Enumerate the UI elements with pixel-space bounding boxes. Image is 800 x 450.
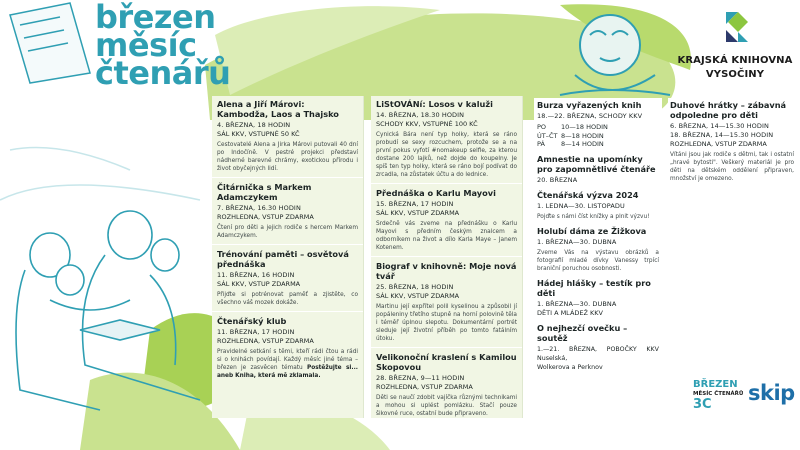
event-card: Hádej hlášky – testík pro děti 1. BŘEZNA—30. DUBNA DĚTI A MLÁDEŽ KKV (537, 277, 651, 317)
event-card: Burza vyřazených knih 18.—22. BŘEZNA, SCHODY KKV PO 10—18 HODIN ÚT–ČT 8—18 HODIN PÁ 8—14 HODIN (537, 100, 659, 149)
brezen-logo: BŘEZEN MĚSÍC ČTENÁŘŮ 3C (693, 379, 744, 412)
divider (212, 244, 363, 245)
divider (371, 183, 522, 184)
column-4 (668, 98, 796, 198)
event-card: Duhové hrátky – zábavná odpoledne pro děti 6. BŘEZNA, 14—15.30 HODIN 18. BŘEZNA, 14—15.30 HODIN ROZHLEDNA, VSTUP ZDARMA Vítáni jsou jak rodiče s dětmi, tak i ostatní „hravé bytosti". Veškerý materiál je pro děti na dětském oddělení připraven, množství je omezeno. (670, 100, 794, 182)
skip-logo: skip (748, 381, 795, 405)
headline-line-3: čtenářů (95, 54, 231, 92)
divider (371, 347, 522, 348)
headline (95, 0, 231, 92)
event-card: Holubí dáma ze Žižkova 1. BŘEZNA—30. DUBNA Zveme Vás na výstavu obrázků a fotografií mladé dívky Vanessy trpící braniční poruchou osobnosti. (537, 225, 659, 272)
divider (212, 311, 363, 312)
library-name: KRAJSKÁ KNIHOVNA VYSOČINY (677, 55, 793, 80)
event-card: Čtenářský klub 11. BŘEZNA, 17 HODIN ROZHLEDNA, VSTUP ZDARMA Pravidelné setkání s těmi, kteří rádi čtou a rádi si o knihách povídají. Každý měsíc jiné téma – březen je zasvěcen tématu Postěžujte si... aneb Kniha, která mě zklamala. (217, 316, 359, 379)
event-card: Čitárnička s Markem Adamczykem 7. BŘEZNA, 16.30 HODIN ROZHLEDNA, VSTUP ZDARMA Čtení pro děti a jejich rodiče s hercem Markem Adamczykem. (217, 182, 358, 239)
divider (371, 256, 522, 257)
opening-hours: PO 10—18 HODIN ÚT–ČT 8—18 HODIN PÁ 8—14 HODIN (537, 123, 608, 148)
event-card: Biograf v knihovně: Moje nová tvář 25. BŘEZNA, 18 HODIN SÁL KKV, VSTUP ZDARMA Martinu její expřítel polil kyselinou a způsobil jí popáleniny třetího stupně na horní polovině těla i téměř úplnou slepotu. Dokumentární portrét sleduje její životní příběh po tomto fatálním útoku. (376, 261, 517, 342)
event-card: Čtenářská výzva 2024 1. LEDNA—30. LISTOPADU Pojďte s námi číst knížky a plnit výzvu! (537, 189, 650, 220)
event-card: LiStOVÁNí: Losos v kaluži 14. BŘEZNA, 18.30 HODIN SCHODY KKV, VSTUPNÉ 100 KČ Cynická Bára není typ holky, která se ráno probudí se sexy rozcuchem, protože se a na první pokus vyfotí #nomakeup selfie, za kterou dostane 200 lajků, než dojde do koupelny. Je spíš ten typ holky, která se ráno bojí podívat do zrcadla, na zůstatek účtu a do lednice. (376, 99, 517, 178)
event-card: O nejhezčí ovečku – soutěž 1.—21. BŘEZNA, POBOČKY KKV Nuselská, Wolkerova a Perknov (537, 322, 659, 371)
divider (212, 177, 363, 178)
column-1 (212, 96, 364, 418)
headline-line-2: měsíc (95, 26, 197, 64)
event-card: Alena a Jiří Márovi: Kambodža, Laos a Thajsko 4. BŘEZNA, 18 HODIN SÁL KKV, VSTUPNÉ 50 KČ Cestovatelé Alena a Jirka Márovi putovali 40 dní po Indočíně. V pestré projekci představí nádherné barevné chrámy, exotickou přírodu i život obyčejných lidí. (217, 99, 358, 172)
event-card: Trénování paměti – osvětová přednáška 11. BŘEZNA, 16 HODIN SÁL KKV, VSTUP ZDARMA Přijďte si potrénovat paměť a zjistěte, co všechno váš mozek dokáže. (217, 249, 358, 306)
event-card: Přednáška o Karlu Mayovi 15. BŘEZNA, 17 HODIN SÁL KKV, VSTUP ZDARMA Srdečně vás zveme na přednášku o Karlu Mayovi s předním českým znalcem a odborníkem na život a dílo Karla Maye – Janem Kotenem. (376, 188, 517, 251)
event-card: Amnestie na upomínky pro zapomnětlivé čtenáře 20. BŘEZNA (537, 153, 656, 184)
headline-line-1: březen (95, 0, 216, 36)
book-illustration (10, 3, 90, 83)
column-2 (371, 96, 523, 418)
event-card: Velikonoční kraslení s Kamilou Skopovou 28. BŘEZNA, 9—11 HODIN ROZHLEDNA, VSTUP ZDARMA Děti se naučí zdobit vajíčka různými technikami a mohou si uplést pomlázku. Stačí pouze šikovné ruce, ostatní bude připraveno. (376, 352, 517, 417)
library-logo-icon (724, 10, 750, 44)
column-3 (534, 98, 662, 398)
